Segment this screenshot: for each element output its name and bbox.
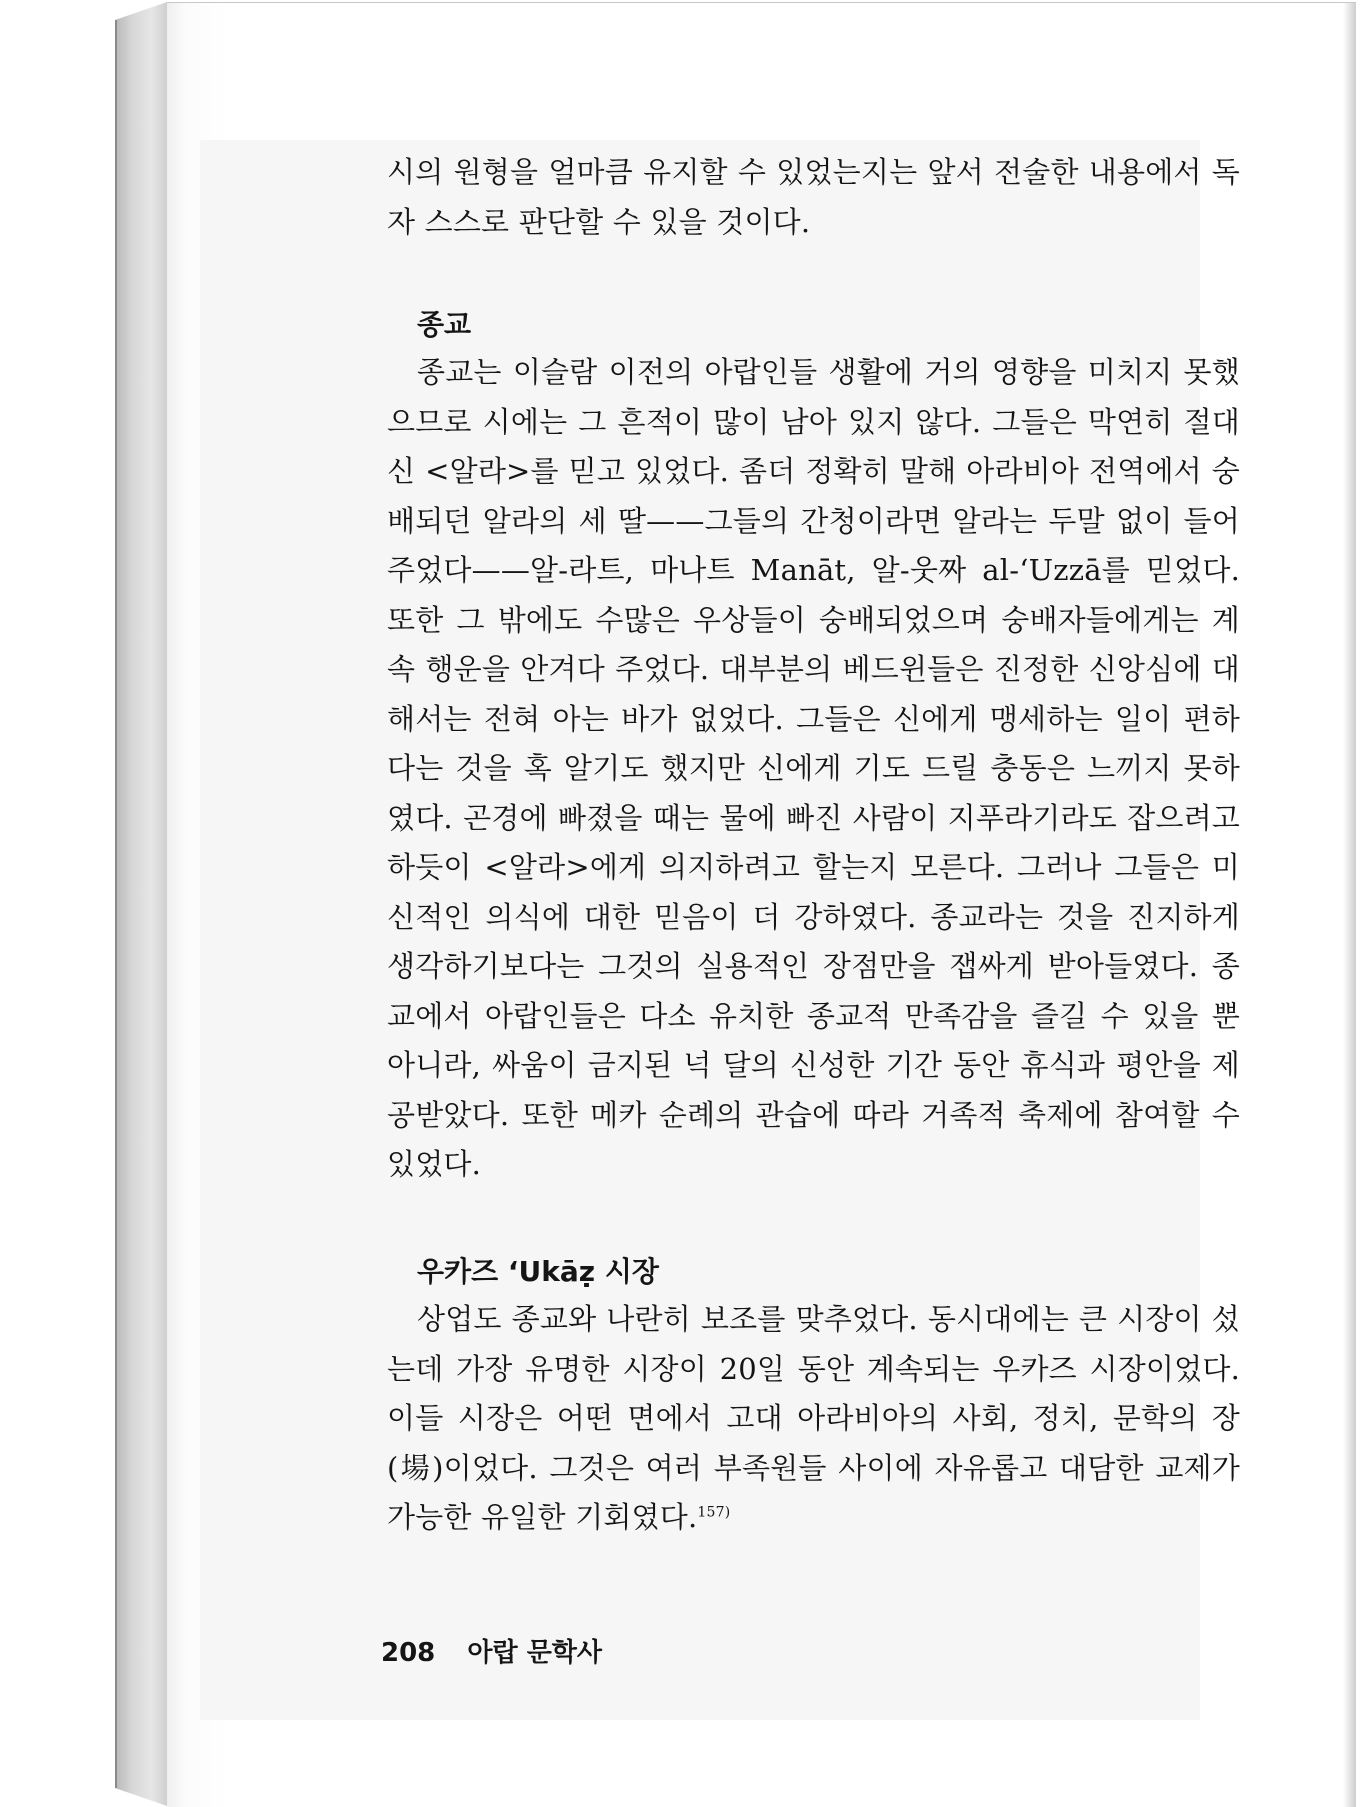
ukaz-paragraph-text: 상업도 종교와 나란히 보조를 맞추었다. 동시대에는 큰 시장이 섰는데 가장 유명한 시장이 20일 동안 계속되는 우카즈 시장이었다. 이들 시장은 어떤 면에서 고대 아라비아의 사회, 정치, 문학의 장(場)이었다. 그것은 여러 부족원들 사이에 자유롭고 대담한 교제가 가능한 유일한 기회였다. <box>387 1302 1240 1534</box>
page-number: 208 <box>381 1638 436 1668</box>
running-title: 아랍 문학사 <box>467 1638 603 1668</box>
religion-paragraph <box>387 348 1240 1190</box>
ukaz-paragraph <box>387 1295 1240 1543</box>
religion-paragraph-text: 종교는 이슬람 이전의 아랍인들 생활에 거의 영향을 미치지 못했으므로 시에는 그 흔적이 많이 남아 있지 않다. 그들은 막연히 절대신 <알라>를 믿고 있었다. 좀더 정확히 말해 아라비아 전역에서 숭배되던 알라의 세 딸——그들의 간청이라면 알라는 두말 없이 들어 주었다——알-라트, 마나트 Manāt, 알-웃짜 al-‘Uzzā를 믿었다. 또한 그 밖에도 수많은 우상들이 숭배되었으며 숭배자들에게는 계속 행운을 안겨다 주었다. 대부분의 베드윈들은 진정한 신앙심에 대해서는 전혀 아는 바가 없었다. 그들은 신에게 맹세하는 일이 편하다는 것을 혹 알기도 했지만 신에게 기도 드릴 충동은 느끼지 못하였다. 곤경에 빠졌을 때는 물에 빠진 사람이 지푸라기라도 잡으려고 하듯이 <알라>에게 의지하려고 할는지 모른다. 그러나 그들은 미신적인 의식에 대한 믿음이 더 강하였다. 종교라는 것을 진지하게 생각하기보다는 그것의 실용적인 장점만을 잽싸게 받아들였다. 종교에서 아랍인들은 다소 유치한 종교적 만족감을 즐길 수 있을 뿐 아니라, 싸움이 금지된 넉 달의 신성한 기간 동안 휴식과 평안을 제공받았다. 또한 메카 순례의 관습에 따라 거족적 축제에 참여할 수 있었다. <box>387 355 1240 1181</box>
book-spine <box>115 2 167 1806</box>
section-heading-ukaz: 우카즈 ‘Ukāẓ 시장 <box>417 1255 659 1288</box>
section-heading-religion: 종교 <box>417 308 472 341</box>
page-edge-shadow <box>1343 3 1355 1807</box>
intro-paragraph-text: 시의 원형을 얼마큼 유지할 수 있었는지는 앞서 전술한 내용에서 독자 스스로 판단할 수 있을 것이다. <box>387 155 1240 239</box>
page-footer <box>381 1632 602 1669</box>
spine-edge <box>115 20 117 1788</box>
intro-paragraph <box>387 148 1240 247</box>
footnote-reference[interactable]: 157) <box>697 1504 731 1521</box>
